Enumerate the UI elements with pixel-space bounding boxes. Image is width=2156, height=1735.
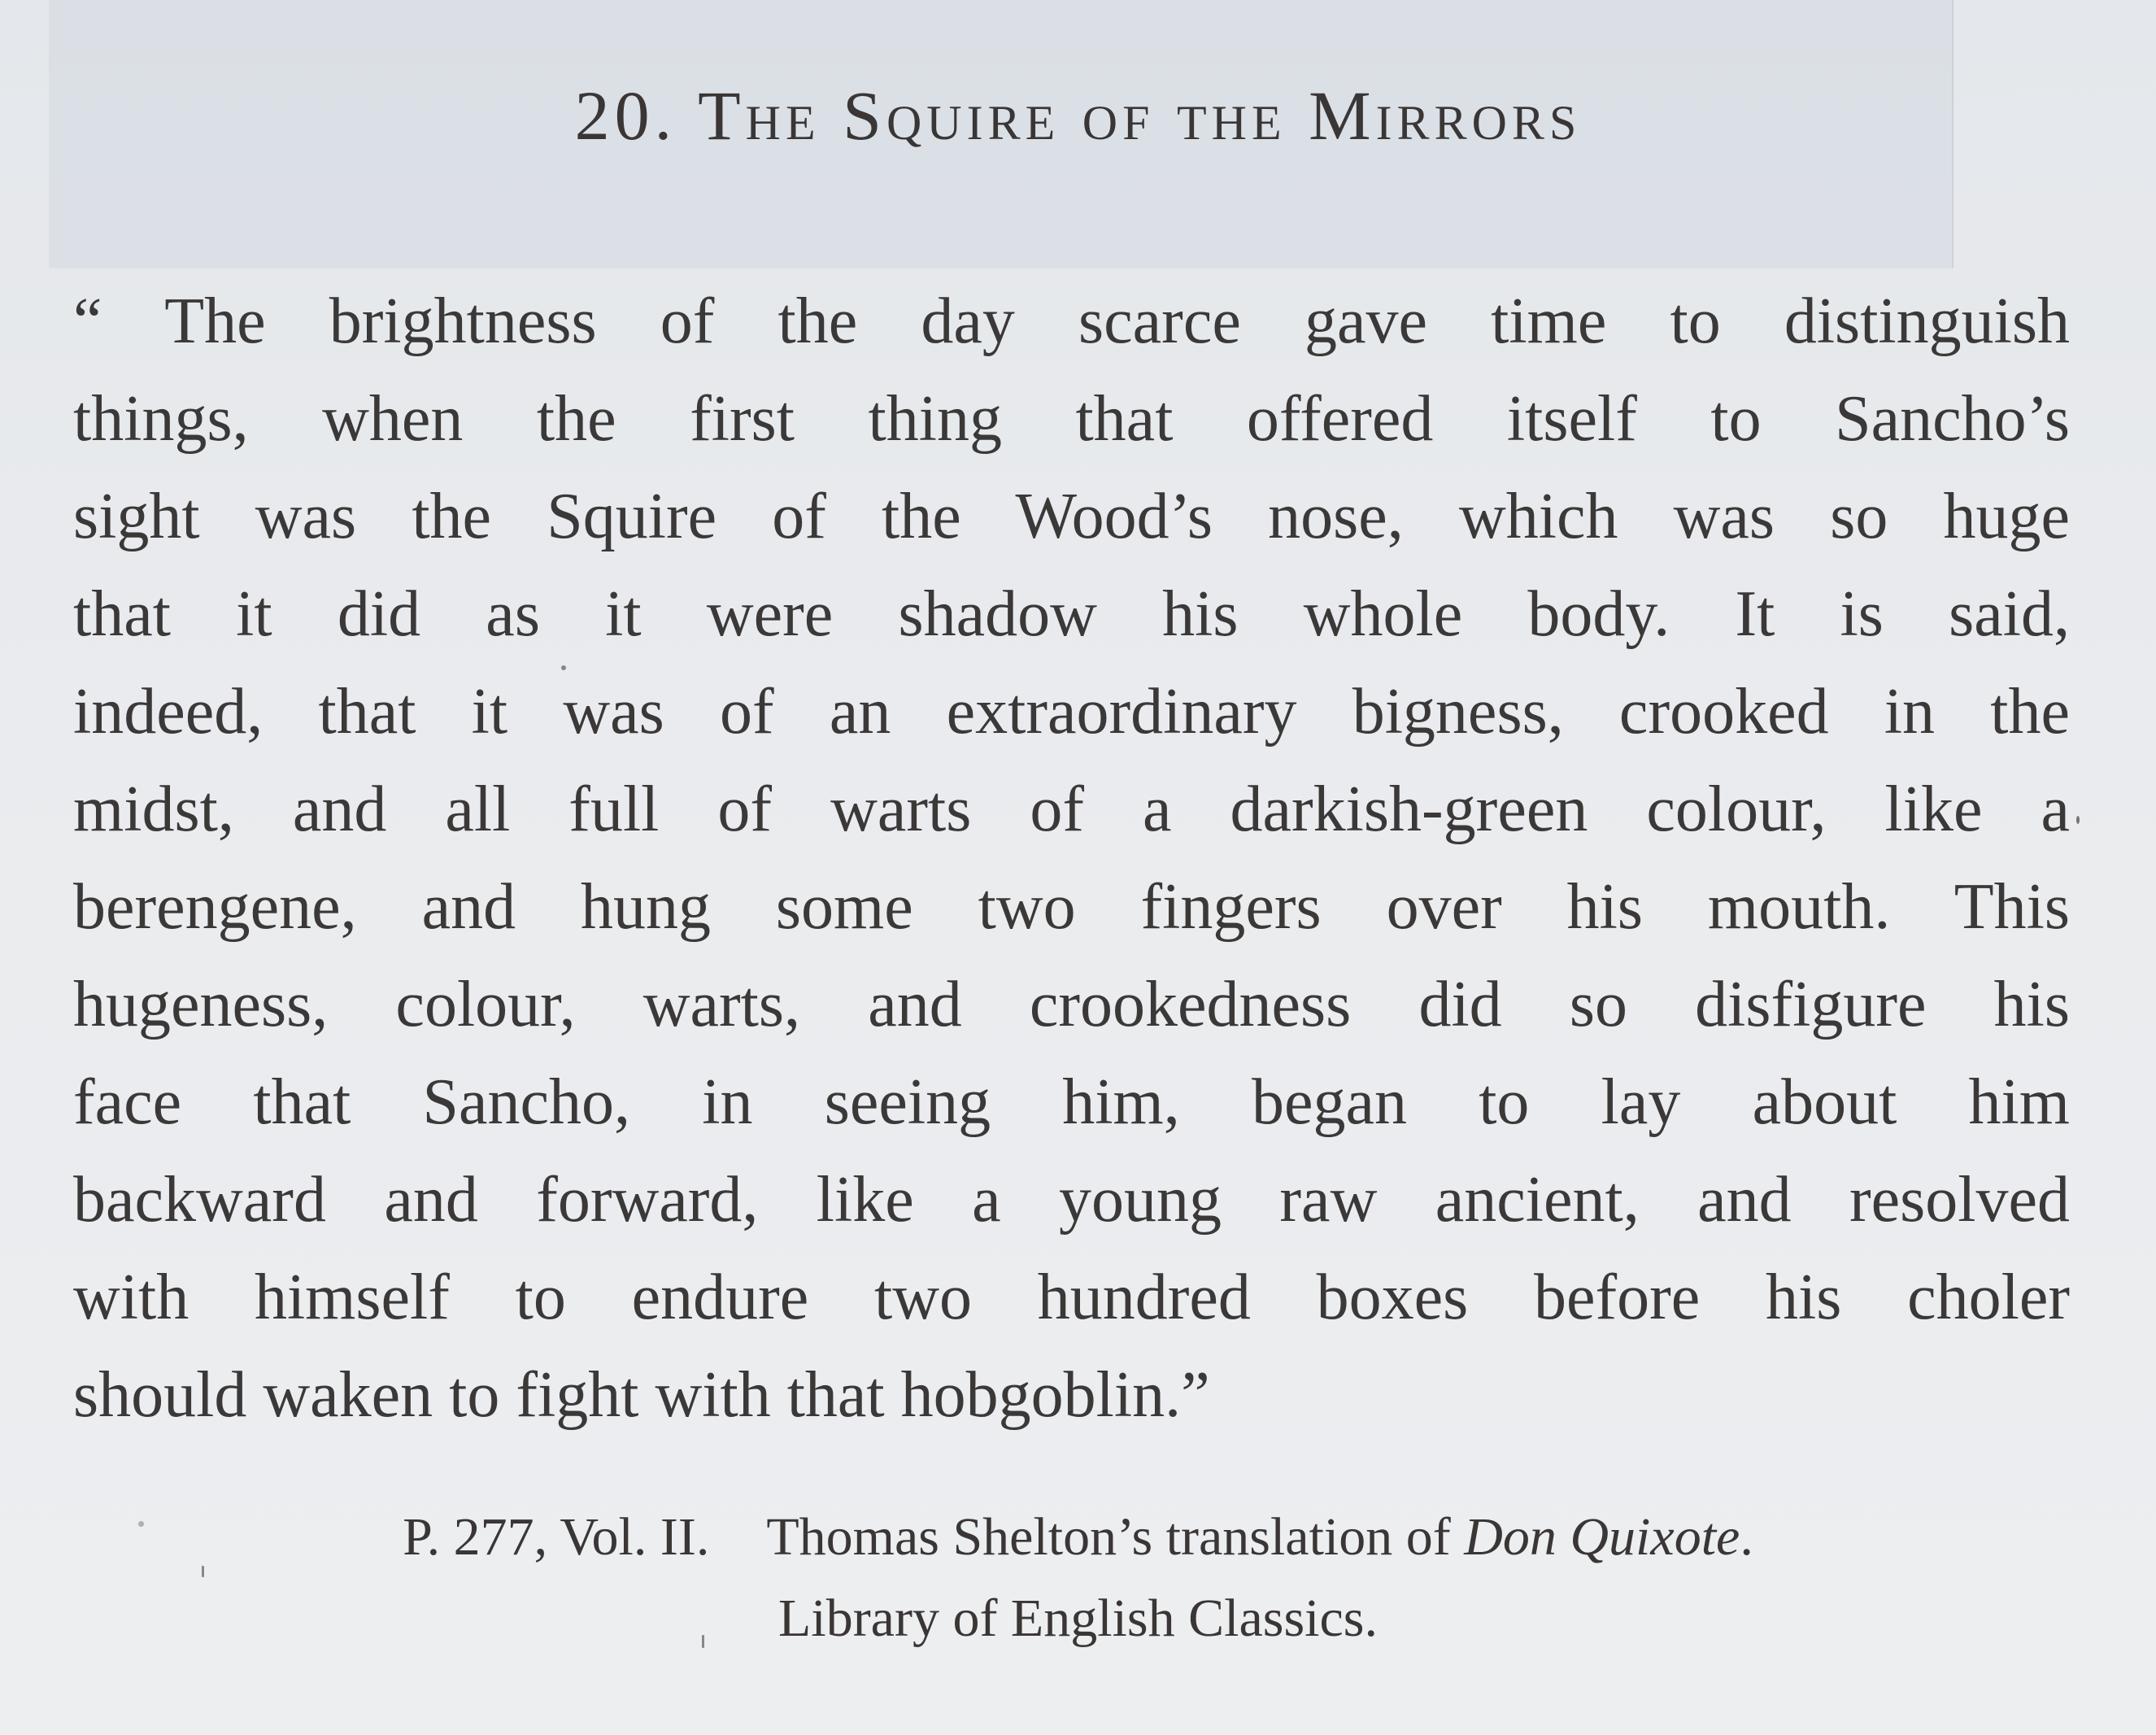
- quote-line: sight was the Squire of the Wood’s nose, which was so huge: [73, 481, 2070, 552]
- paper-speck: [561, 665, 566, 670]
- title-period: .: [1740, 1507, 1753, 1567]
- source-caption: [0, 1497, 2156, 1659]
- caption-line-series: Library of English Classics.: [778, 1589, 1378, 1648]
- caption-line-source: [0, 1497, 2156, 1578]
- quote-line: midst, and all full of warts of a darkish-green colour, like a: [73, 774, 2070, 845]
- quote-line: “ The brightness of the day scarce gave time to distinguish: [73, 286, 2070, 357]
- quote-line: indeed, that it was of an extraordinary bigness, crooked in the: [73, 676, 2070, 748]
- quote-line: face that Sancho, in seeing him, began to lay about him: [73, 1066, 2070, 1138]
- translation-credit: Thomas Shelton’s translation of: [766, 1507, 1451, 1567]
- paper-speck: [702, 1635, 704, 1648]
- page-heading: 20. The Squire of the Mirrors: [574, 76, 1582, 155]
- paper-speck: [202, 1566, 204, 1577]
- quote-line: that it did as it were shadow his whole body. It is said,: [73, 578, 2070, 650]
- quote-line: with himself to endure two hundred boxes before his choler: [73, 1262, 2070, 1333]
- paper-speck: [2076, 816, 2080, 824]
- quote-line: hugeness, colour, warts, and crookedness did so disfigure his: [73, 969, 2070, 1040]
- book-title: Don Quixote: [1464, 1507, 1740, 1567]
- page-volume-reference: P. 277, Vol. II.: [403, 1507, 710, 1567]
- quote-line: berengene, and hung some two fingers over his mouth. This: [73, 871, 2070, 943]
- quote-line: should waken to fight with that hobgoblin.”: [73, 1359, 1210, 1431]
- quote-block: [73, 272, 2070, 1444]
- paper-speck: [138, 1521, 144, 1527]
- quote-line: things, when the first thing that offered itself to Sancho’s: [73, 383, 2070, 455]
- quote-line: backward and forward, like a young raw ancient, and resolved: [73, 1164, 2070, 1236]
